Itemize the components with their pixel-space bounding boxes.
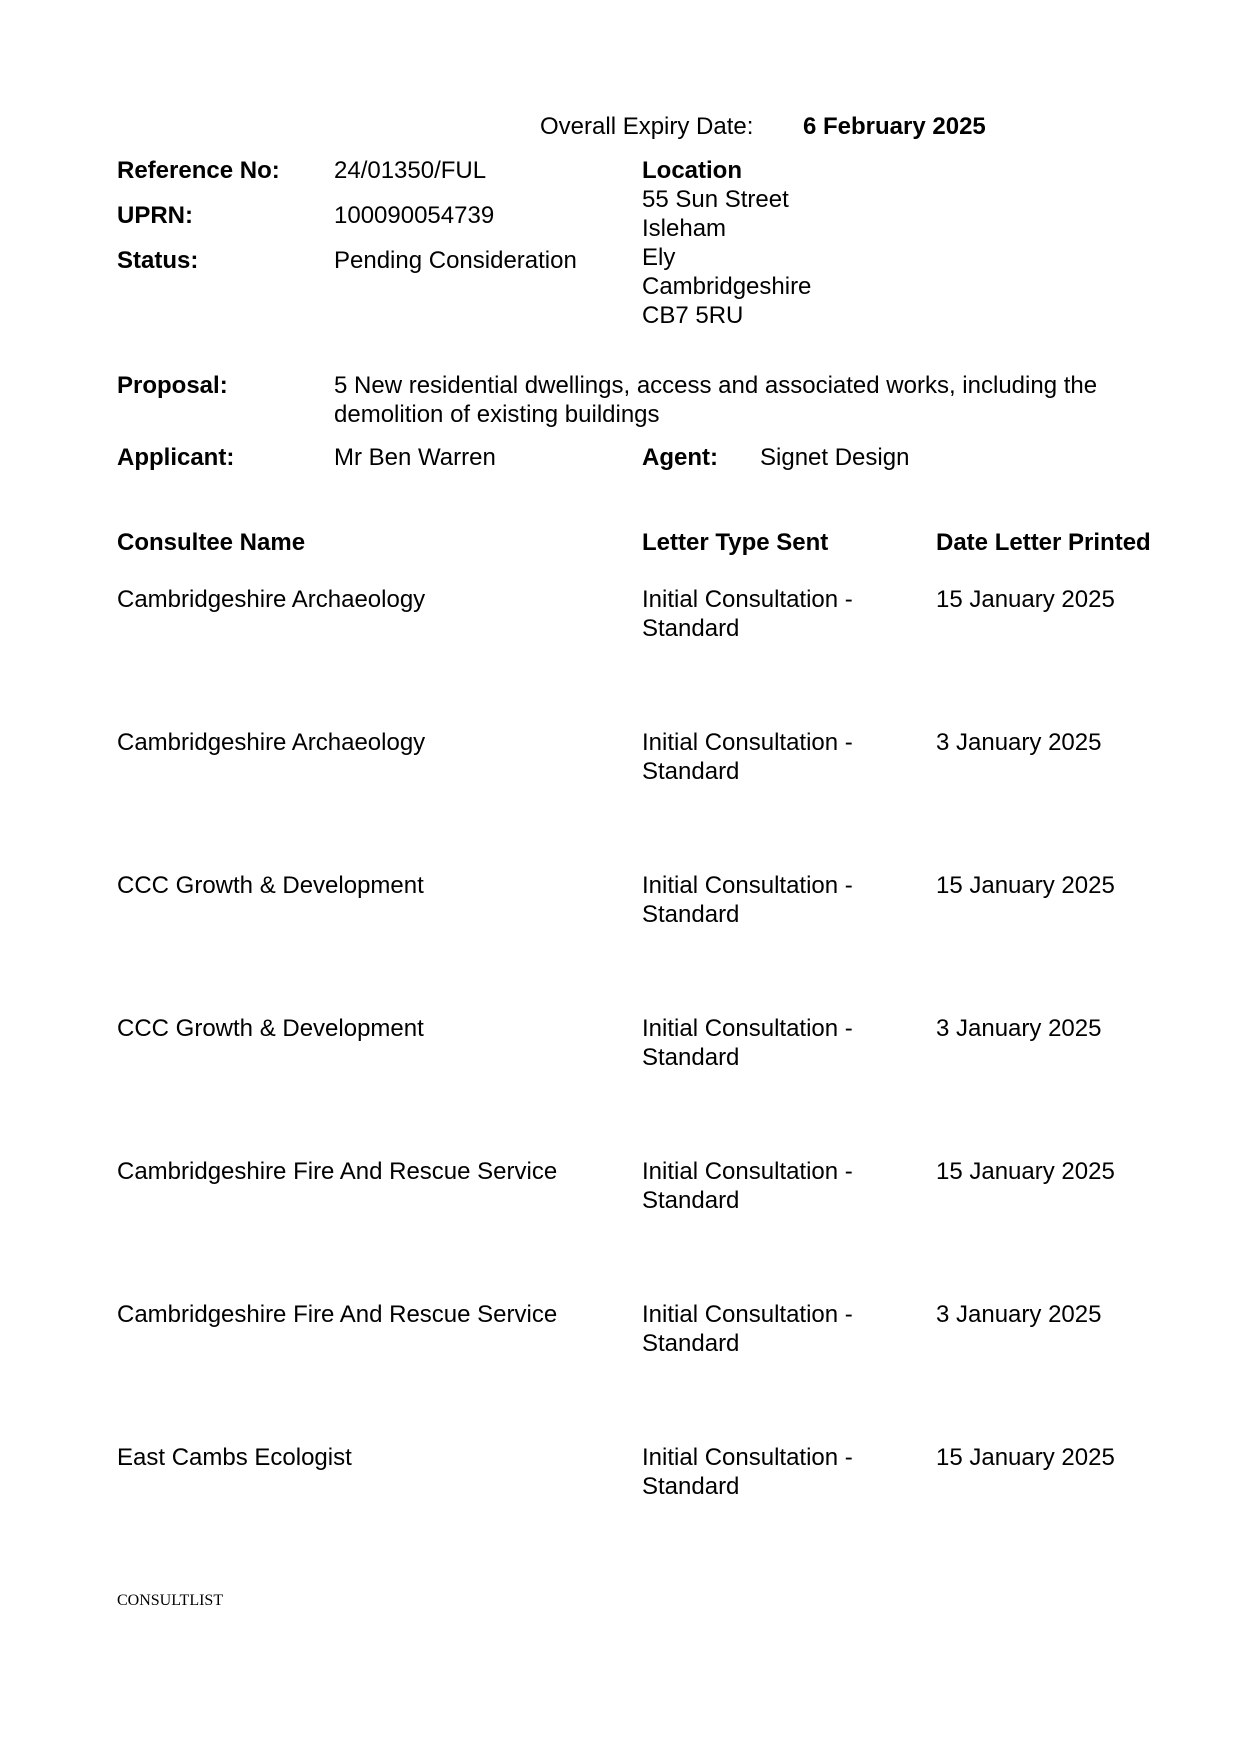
consultee-name: Cambridgeshire Archaeology [117,729,426,756]
date-printed: 15 January 2025 [936,1444,1115,1471]
proposal-label: Proposal: [117,372,228,399]
expiry-label: Overall Expiry Date: [540,113,754,140]
table-row [0,585,1241,645]
location-line: CB7 5RU [642,302,744,329]
table-row [0,1300,1241,1360]
footer-code: CONSULTLIST [117,1592,224,1609]
consultee-name: Cambridgeshire Archaeology [117,586,426,613]
uprn-value: 100090054739 [334,202,495,229]
location-label: Location [642,157,742,184]
status-value: Pending Consideration [334,247,577,274]
date-printed: 3 January 2025 [936,1015,1102,1042]
proposal-line-1: 5 New residential dwellings, access and associated works, including the [334,372,1098,399]
letter-type-line-2: Standard [642,1330,740,1357]
status-label: Status: [117,247,199,274]
applicant-value: Mr Ben Warren [334,444,496,471]
letter-type-line-2: Standard [642,758,740,785]
agent-label: Agent: [642,444,718,471]
letter-type-line-1: Initial Consultation - [642,586,853,613]
table-row [0,871,1241,931]
expiry-value: 6 February 2025 [803,113,986,140]
applicant-label: Applicant: [117,444,235,471]
location-line: Cambridgeshire [642,273,812,300]
consultee-name: East Cambs Ecologist [117,1444,352,1471]
letter-type-line-1: Initial Consultation - [642,1158,853,1185]
table-row [0,1014,1241,1074]
consultee-name: CCC Growth & Development [117,872,424,899]
letter-type-line-1: Initial Consultation - [642,872,853,899]
reference-value: 24/01350/FUL [334,157,487,184]
header-letter-type: Letter Type Sent [642,529,829,556]
table-row [0,1157,1241,1217]
location-line: Isleham [642,215,727,242]
letter-type-line-2: Standard [642,615,740,642]
letter-type-line-1: Initial Consultation - [642,729,853,756]
letter-type-line-2: Standard [642,1044,740,1071]
location-line: Ely [642,244,676,271]
table-row [0,1443,1241,1503]
reference-label: Reference No: [117,157,280,184]
location-address [642,185,811,330]
letter-type-line-1: Initial Consultation - [642,1301,853,1328]
date-printed: 15 January 2025 [936,872,1115,899]
date-printed: 15 January 2025 [936,586,1115,613]
date-printed: 3 January 2025 [936,729,1102,756]
consultee-name: Cambridgeshire Fire And Rescue Service [117,1158,558,1185]
header-consultee-name: Consultee Name [117,529,306,556]
letter-type-line-2: Standard [642,901,740,928]
letter-type-line-2: Standard [642,1187,740,1214]
letter-type-line-1: Initial Consultation - [642,1015,853,1042]
location-line: 55 Sun Street [642,186,789,213]
proposal-line-2: demolition of existing buildings [334,401,660,428]
date-printed: 15 January 2025 [936,1158,1115,1185]
letter-type-line-1: Initial Consultation - [642,1444,853,1471]
letter-type-line-2: Standard [642,1473,740,1500]
table-row [0,728,1241,788]
consultee-name: CCC Growth & Development [117,1015,424,1042]
consultee-name: Cambridgeshire Fire And Rescue Service [117,1301,558,1328]
date-printed: 3 January 2025 [936,1301,1102,1328]
header-date-printed: Date Letter Printed [936,529,1151,556]
agent-value: Signet Design [760,444,910,471]
uprn-label: UPRN: [117,202,193,229]
